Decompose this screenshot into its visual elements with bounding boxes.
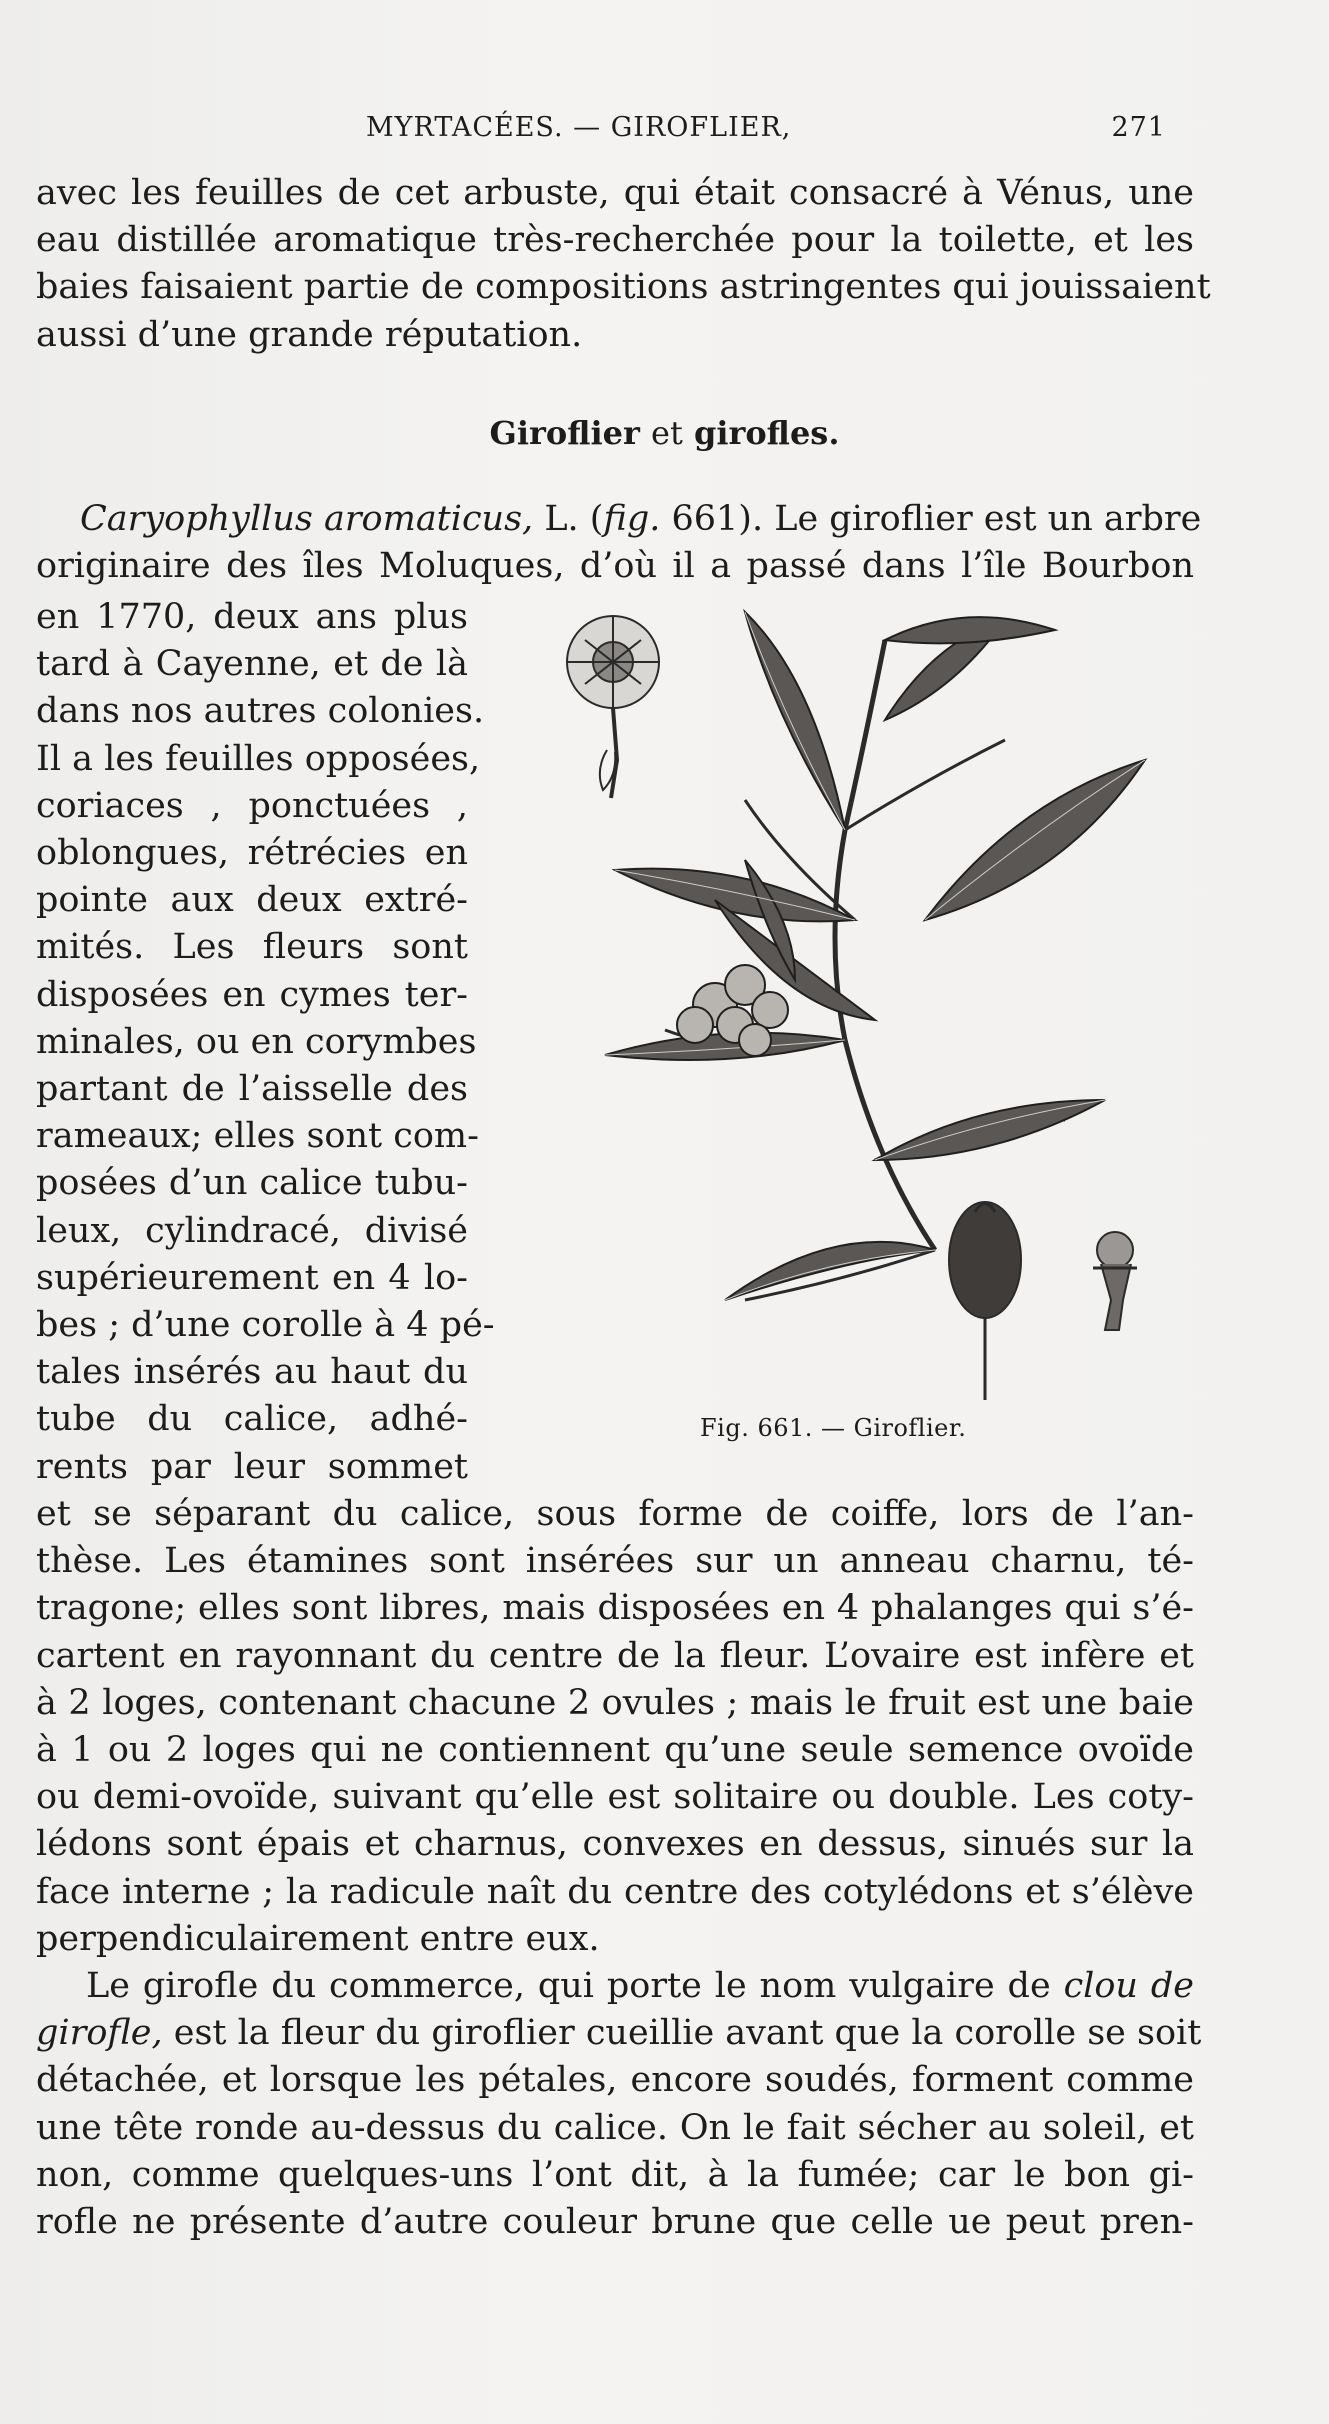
page-number: 271 bbox=[1111, 112, 1166, 143]
text-line: lédons sont épais et charnus, convexes en dessus, sinués sur la bbox=[36, 1824, 1194, 1865]
heading-word: girofles. bbox=[693, 414, 840, 452]
running-head-title: MYRTACÉES. — GIROFLIER, bbox=[366, 112, 792, 143]
text-line bbox=[36, 496, 1202, 543]
fruit-berry-icon bbox=[949, 1202, 1021, 1400]
text-line: et se séparant du calice, sous forme de coiffe, lors de l’an- bbox=[36, 1494, 1194, 1534]
author-abbrev: L. ( bbox=[544, 499, 604, 539]
text-line: baies faisaient partie de compositions astringentes qui jouissaient bbox=[36, 267, 1211, 308]
text-line: rents par leur sommet bbox=[36, 1446, 468, 1487]
text-line: tragone; elles sont libres, mais disposées en 4 phalanges qui s’é- bbox=[36, 1588, 1194, 1629]
text-line: aussi d’une grande réputation. bbox=[36, 314, 583, 355]
text-line: rameaux; elles sont com- bbox=[36, 1116, 479, 1157]
paragraph-continuation bbox=[36, 1491, 1194, 1963]
text-line: leux, cylindracé, divisé bbox=[36, 1210, 468, 1251]
section-heading bbox=[0, 414, 1329, 452]
text-run: Le girofle du commerce, qui porte le nom vulgaire de bbox=[86, 1966, 1051, 2006]
text-run: est la fleur du giroflier cueillie avant que la corolle se soit bbox=[173, 2013, 1202, 2054]
text-line: dans nos autres colonies. bbox=[36, 691, 485, 732]
text-line: détachée, et lorsque les pétales, encore soudés, forment comme bbox=[36, 2060, 1194, 2101]
text-line: partant de l’aisselle des bbox=[36, 1069, 468, 1110]
text-line: perpendiculairement entre eux. bbox=[36, 1918, 600, 1959]
text-line: supérieurement en 4 lo- bbox=[36, 1257, 468, 1298]
clove-tree-illustration bbox=[545, 600, 1185, 1415]
paragraph-opening bbox=[36, 496, 1202, 590]
text-line bbox=[36, 1963, 1194, 2010]
narrow-column bbox=[36, 594, 495, 1491]
running-head bbox=[36, 112, 1166, 152]
flower-cluster-icon bbox=[677, 965, 788, 1056]
text-line: face interne ; la radicule naît du centre des cotylédons et s’élève bbox=[36, 1871, 1194, 1912]
flower-detail-icon bbox=[567, 616, 659, 798]
text-line: avec les feuilles de cet arbuste, qui était consacré à Vénus, une bbox=[36, 173, 1194, 213]
text-line: non, comme quelques-uns l’ont dit, à la fumée; car le bon gi- bbox=[36, 2154, 1194, 2195]
text-line: cartent en rayonnant du centre de la fleur. L’ovaire est infère et bbox=[36, 1635, 1194, 1676]
text-line: oblongues, rétrécies en bbox=[36, 833, 468, 874]
clove-bud-icon bbox=[1093, 1232, 1137, 1330]
figure-number: 661). bbox=[671, 499, 764, 539]
text-line: ou demi-ovoïde, suivant qu’elle est solitaire ou double. Les coty- bbox=[36, 1777, 1194, 1818]
text-line: thèse. Les étamines sont insérées sur un anneau charnu, té- bbox=[36, 1541, 1194, 1582]
figure-abbrev: fig. bbox=[603, 499, 661, 539]
text-line: eau distillée aromatique très-recherchée pour la toilette, et les bbox=[36, 220, 1194, 261]
vernacular-name: girofle, bbox=[36, 2013, 163, 2054]
text-line: coriaces , ponctuées , bbox=[36, 785, 468, 826]
text-line: à 2 loges, contenant chacune 2 ovules ; mais le fruit est une baie bbox=[36, 1682, 1194, 1723]
text-line: tube du calice, adhé- bbox=[36, 1399, 468, 1440]
text-line: en 1770, deux ans plus bbox=[36, 597, 468, 637]
text-line: une tête ronde au-dessus du calice. On le fait sécher au soleil, et bbox=[36, 2107, 1194, 2148]
heading-conjunction: et bbox=[651, 414, 683, 452]
text-line: pointe aux deux extré- bbox=[36, 880, 468, 921]
text-line bbox=[36, 2010, 1202, 2057]
text-line: tard à Cayenne, et de là bbox=[36, 644, 468, 685]
text-line: mités. Les fleurs sont bbox=[36, 927, 468, 968]
text-line: tales insérés au haut du bbox=[36, 1352, 468, 1393]
paragraph-girofle bbox=[36, 1963, 1202, 2246]
text-line: originaire des îles Moluques, d’où il a passé dans l’île Bourbon bbox=[36, 546, 1194, 587]
text-line: bes ; d’une corolle à 4 pé- bbox=[36, 1305, 495, 1346]
text-line: posées d’un calice tubu- bbox=[36, 1163, 468, 1204]
text-line: minales, ou en corymbes bbox=[36, 1021, 477, 1062]
text-line: à 1 ou 2 loges qui ne contiennent qu’une seule semence ovoïde bbox=[36, 1730, 1194, 1771]
latin-name: Caryophyllus aromaticus, bbox=[80, 499, 534, 539]
intro-paragraph bbox=[36, 170, 1211, 359]
text-line: disposées en cymes ter- bbox=[36, 974, 468, 1015]
vernacular-name: clou de bbox=[1063, 1966, 1194, 2006]
text-line: rofle ne présente d’autre couleur brune que celle ue peut pren- bbox=[36, 2202, 1194, 2243]
figure-caption: Fig. 661. — Giroflier. bbox=[700, 1414, 967, 1442]
text-run: Le giroflier est un arbre bbox=[774, 499, 1202, 539]
text-line: Il a les feuilles opposées, bbox=[36, 738, 481, 779]
heading-word: Giroflier bbox=[489, 414, 640, 452]
